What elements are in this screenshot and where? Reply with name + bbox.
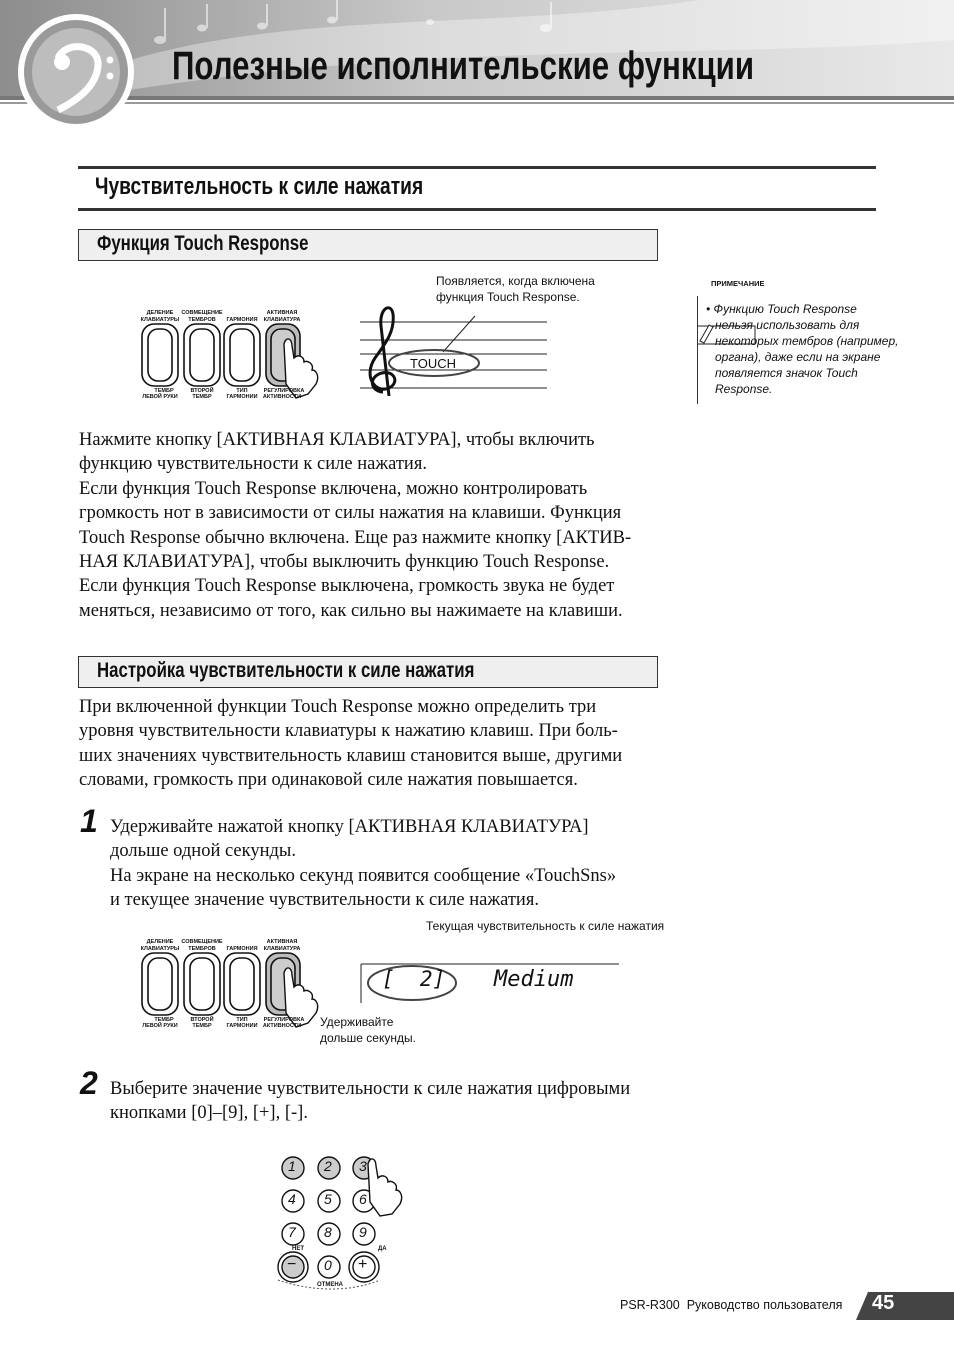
svg-text:АКТИВНАЯ: АКТИВНАЯ [266,939,298,945]
section-rule-top [78,166,876,169]
key-9-label[interactable]: 9 [359,1224,367,1240]
panel-buttons-illustration [136,304,326,404]
svg-text:ЛЕВОЙ РУКИ: ЛЕВОЙ РУКИ [142,394,178,400]
note-side-rule [697,296,698,404]
svg-text:АКТИВНОСТИ: АКТИВНОСТИ [262,1023,302,1029]
sensitivity-name: Medium [494,967,574,992]
svg-text:АКТИВНОСТИ: АКТИВНОСТИ [262,394,302,400]
cancel-label: ОТМЕНА [317,1282,343,1288]
svg-text:ВТОРОЙ: ВТОРОЙ [190,1017,214,1023]
page-number: 45 [872,1292,895,1314]
panel-label-top-touch: АКТИВНАЯ [266,310,298,316]
svg-text:ГАРМОНИИ: ГАРМОНИИ [226,1023,258,1029]
section-title: Чувствительность к силе нажатия [95,173,424,200]
step-1-text: Удерживайте нажатой кнопку [АКТИВНАЯ КЛАВИАТУРА] дольше одной секунды. На экране на несколько секунд появится сообщение «TouchSns» и текущее значение чувствительности к силе нажатия. [110,817,617,911]
svg-text:КЛАВИАТУРА: КЛАВИАТУРА [263,946,301,952]
svg-text:РЕГУЛИРОВКА: РЕГУЛИРОВКА [263,1017,305,1023]
hold-caption-line2: дольше секунды. [320,1031,416,1045]
svg-text:ТИП: ТИП [236,388,248,394]
panel-label-top-dual: СОВМЕЩЕНИЕ [181,310,223,316]
svg-text:ДЕЛЕНИЕ: ДЕЛЕНИЕ [146,939,174,945]
svg-text:ВТОРОЙ: ВТОРОЙ [190,388,214,394]
key-6-label[interactable]: 6 [359,1191,367,1207]
svg-text:ТЕМБРОВ: ТЕМБРОВ [188,946,216,952]
key-minus-label[interactable]: − [287,1256,297,1273]
hold-caption-line1: Удерживайте [320,1015,394,1029]
page-number-tab [856,1292,954,1320]
note-text: • Функцию Touch Response нельзя использовать для некоторых тембров (например, органа), даже если на экране появляется значок Touch Response. [706,302,899,396]
yes-label: ДА [378,1246,387,1252]
key-4-label[interactable]: 4 [288,1191,296,1207]
svg-text:ТЕМБР: ТЕМБР [192,1023,212,1029]
sensitivity-value: [ 2] [382,967,446,991]
step-1-number: 1 [80,803,98,839]
panel-label-top-split: ДЕЛЕНИЕ [146,310,174,316]
svg-text:СОВМЕЩЕНИЕ: СОВМЕЩЕНИЕ [181,939,223,945]
no-label: НЕТ [292,1246,304,1252]
panel-label-top-harmony: ГАРМОНИЯ [226,317,258,323]
touch-indicator: TOUCH [410,356,456,371]
page-title: Полезные исполнительские функции [172,44,755,88]
subsection-heading-touch-response: Функция Touch Response [78,229,658,261]
svg-text:РЕГУЛИРОВКА: РЕГУЛИРОВКА [263,388,305,394]
paragraph-touch-response: Нажмите кнопку [АКТИВНАЯ КЛАВИАТУРА], чтобы включить функцию чувствительности к силе нажатия. Если функция Touch Response включена, можно контролировать громкость нот в зависимости от силы нажатия на клавиши. Функция Touch Response обычно включена. Еще раз нажмите кнопку [АКТИВ- НАЯ КЛАВИАТУРА], чтобы выключить функцию Touch Response. Если функция Touch Response выключена, громкость звука не будет меняться, независимо от того, как сильно вы нажимаете на клавиши. [79,430,632,621]
svg-text:ТИП: ТИП [236,1017,248,1023]
section-rule-bottom [78,208,876,211]
callout-touch-line2: функция Touch Response. [436,290,580,304]
svg-text:КЛАВИАТУРЫ: КЛАВИАТУРЫ [140,317,180,323]
key-7-label[interactable]: 7 [288,1224,296,1240]
svg-text:КЛАВИАТУРЫ: КЛАВИАТУРЫ [140,946,180,952]
key-3-label[interactable]: 3 [359,1158,367,1174]
subsection-heading-sensitivity: Настройка чувствительности к силе нажатия [78,656,658,688]
step-2-text: Выберите значение чувствительности к силе нажатия цифровыми кнопками [0]–[9], [+], [-]. [110,1079,631,1124]
svg-text:ЛЕВОЙ РУКИ: ЛЕВОЙ РУКИ [142,1023,178,1029]
key-plus-label[interactable]: + [358,1256,368,1273]
key-0-label[interactable]: 0 [324,1257,332,1273]
key-2-label[interactable]: 2 [324,1158,332,1174]
step-2-number: 2 [80,1065,98,1101]
callout-touch-line1: Появляется, когда включена [436,274,595,288]
key-8-label[interactable]: 8 [324,1224,332,1240]
svg-text:ТЕМБР: ТЕМБР [192,394,212,400]
paragraph-sensitivity: При включенной функции Touch Response можно определить три уровня чувствительности клавиатуры к нажатию клавиш. При боль- ших значениях чувствительность клавиш становится выше, другими словами, громкость при одинаковой силе нажатия повышается. [79,697,623,791]
key-5-label[interactable]: 5 [324,1191,332,1207]
svg-text:ГАРМОНИИ: ГАРМОНИИ [226,394,258,400]
svg-text:ТЕМБР: ТЕМБР [154,388,174,394]
svg-text:ГАРМОНИЯ: ГАРМОНИЯ [226,946,258,952]
svg-text:ТЕМБРОВ: ТЕМБРОВ [188,317,216,323]
lcd-staff-display [355,296,555,396]
svg-text:ТЕМБР: ТЕМБР [154,1017,174,1023]
svg-text:КЛАВИАТУРА: КЛАВИАТУРА [263,317,301,323]
footer-model: PSR-R300 Руководство пользователя [620,1298,843,1312]
keypad-labels [272,1150,422,1295]
note-label: ПРИМЕЧАНИЕ [711,279,765,288]
key-1-label[interactable]: 1 [288,1158,296,1174]
callout-current-sensitivity: Текущая чувствительность к силе нажатия [426,919,665,933]
panel-buttons-illustration-hold [136,933,326,1033]
